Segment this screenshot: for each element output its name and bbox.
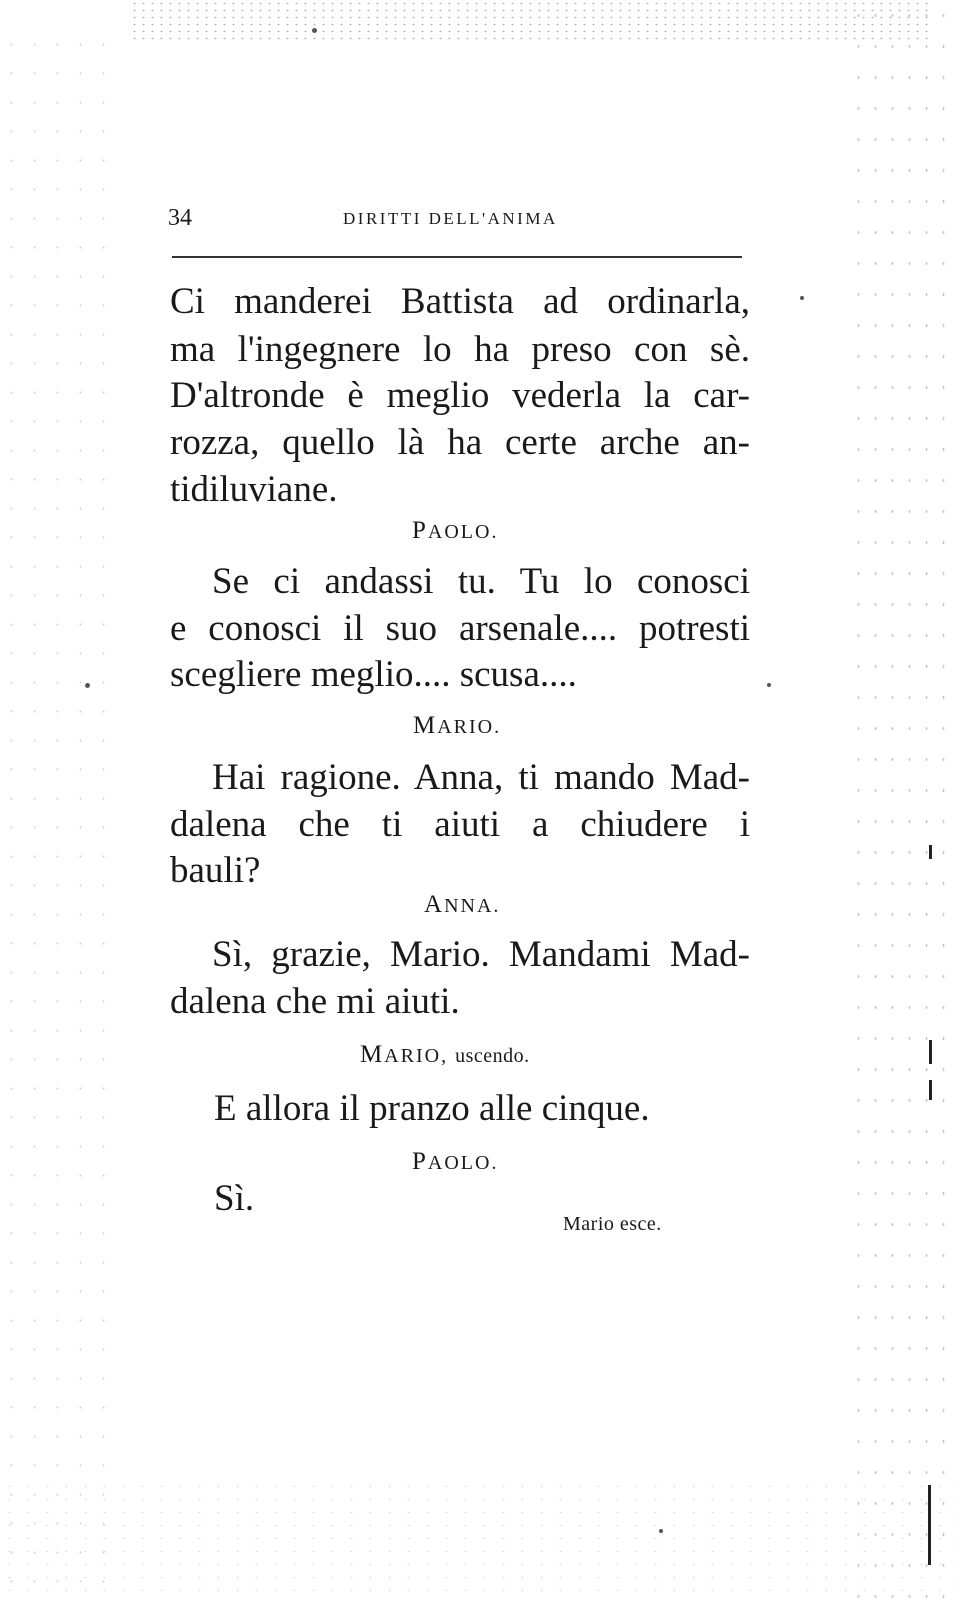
speaker-direction: uscendo. [455, 1045, 530, 1067]
speaker-name [412, 518, 498, 543]
stage-direction: Mario esce. [563, 1213, 662, 1235]
text-line: E allora il pranzo alle cinque. [214, 1088, 650, 1129]
speaker-initial: P [412, 517, 428, 544]
page-header [168, 205, 748, 237]
scan-noise-top [130, 0, 930, 40]
scan-mark [929, 1040, 932, 1064]
speaker-initial: P [412, 1148, 428, 1175]
speaker-rest: AOLO. [427, 1152, 499, 1174]
text-line: ma l'ingegnere lo ha preso con sè. [170, 329, 750, 370]
scan-speck [800, 296, 804, 300]
text-line: bauli? [170, 850, 261, 891]
text-line: tidiluviane. [170, 469, 338, 510]
page-number: 34 [168, 205, 192, 231]
scan-speck [85, 683, 90, 688]
scan-speck [659, 1529, 663, 1533]
text-line: e conosci il suo arsenale.... potresti [170, 608, 750, 649]
scan-speck [312, 28, 317, 33]
scan-mark [928, 1485, 931, 1565]
header-rule [172, 256, 742, 258]
speaker-initial: M [360, 1041, 385, 1068]
scan-speck [767, 683, 771, 687]
text-line: Se ci andassi tu. Tu lo conosci [212, 561, 750, 602]
text-line: D'altronde è meglio vederla la car- [170, 375, 750, 416]
text-line: dalena che ti aiuti a chiudere i [170, 804, 750, 845]
text-line: Sì, grazie, Mario. Mandami Mad- [212, 934, 750, 975]
speaker-rest: ARIO, [384, 1045, 449, 1067]
text-line: scegliere meglio.... scusa.... [170, 654, 577, 695]
scan-noise-right [850, 0, 950, 1602]
scan-noise-bottom [0, 1480, 959, 1602]
speaker-name [412, 1149, 498, 1174]
speaker-rest: NNA. [444, 895, 501, 917]
text-line: Sì. [214, 1178, 255, 1219]
text-line: Ci manderei Battista ad ordinarla, [170, 281, 750, 322]
text-line: rozza, quello là ha certe arche an- [170, 422, 750, 463]
speaker-name [424, 892, 500, 917]
text-line: dalena che mi aiuti. [170, 981, 460, 1022]
speaker-initial: A [424, 891, 445, 918]
running-head: DIRITTI DELL'ANIMA [343, 209, 558, 228]
scan-mark [929, 845, 932, 859]
scan-mark [929, 1080, 932, 1100]
speaker-rest: AOLO. [427, 521, 499, 543]
speaker-name [360, 1042, 530, 1067]
text-line: Hai ragione. Anna, ti mando Mad- [212, 757, 750, 798]
speaker-name [413, 713, 501, 738]
speaker-initial: M [413, 712, 438, 739]
scan-noise-left [0, 30, 110, 1590]
speaker-rest: ARIO. [437, 716, 502, 738]
